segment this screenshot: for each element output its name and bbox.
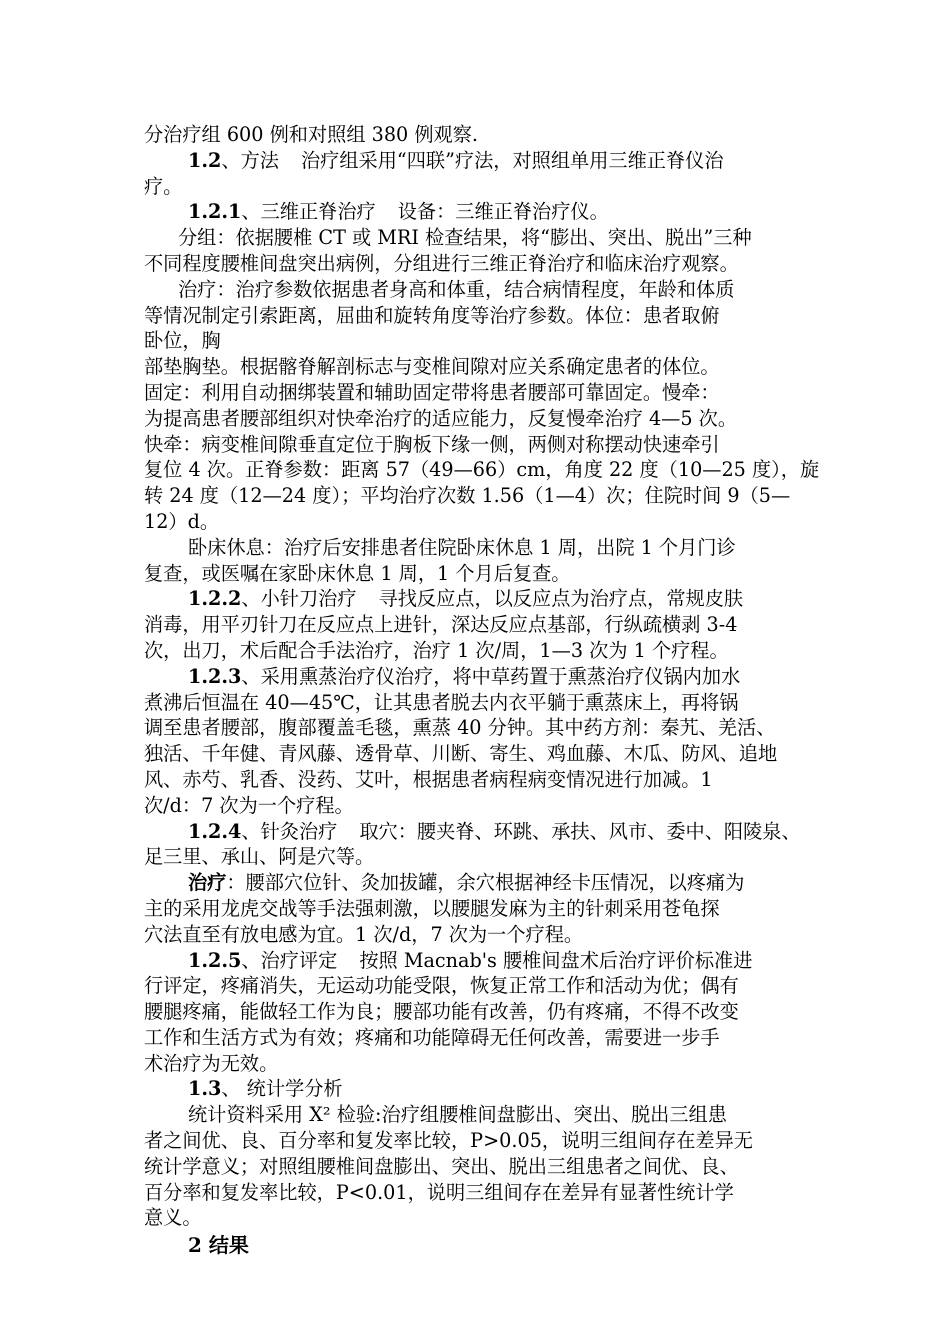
acupuncture-paragraph	[144, 870, 816, 896]
paragraph-line: 消毒，用平刃针刀在反应点上进针，深达反应点基部，行纵疏横剥 3-4	[144, 613, 738, 637]
section-text: 取穴：腰夹脊、环跳、承扶、风市、委中、阳陵泉、	[359, 819, 801, 843]
section-1-2-3-heading	[144, 664, 816, 690]
section-text: 治疗组采用“四联”疗法，对照组单用三维正脊仪治	[300, 148, 724, 172]
section-1-2-4-heading	[144, 819, 816, 845]
intro-line: 分治疗组 600 例和对照组 380 例观察.	[144, 123, 478, 146]
paragraph-line: 风、赤芍、乳香、没药、艾叶，根据患者病程病变情况进行加减。1	[144, 767, 713, 791]
section-1-2-2-heading	[144, 586, 816, 612]
paragraph-line: 工作和生活方式为有效；疼痛和功能障碍无任何改善，需要进一步手	[144, 1025, 720, 1049]
section-title: 、小针刀治疗	[241, 587, 357, 611]
paragraph-line: 独活、千年健、青风藤、透骨草、川断、寄生、鸡血藤、木瓜、防风、追地	[144, 742, 778, 766]
bedrest-paragraph: 卧床休息：治疗后安排患者住院卧床休息 1 周，出院 1 个月门诊	[188, 535, 736, 559]
paragraph-line: 腰腿疼痛，能做轻工作为良；腰部功能有改善，仍有疼痛，不得不改变	[144, 1000, 739, 1024]
section-1-3-heading	[144, 1076, 816, 1102]
paragraph-line: 次，出刀，术后配合手法治疗，治疗 1 次/周，1—3 次为 1 个疗程。	[144, 638, 729, 662]
section-title: 、治疗评定	[241, 948, 338, 972]
section-number: 1.2.5	[188, 948, 242, 972]
paragraph-line: 复查，或医嘱在家卧床休息 1 周，1 个月后复查。	[144, 561, 571, 585]
paragraph-line: 煮沸后恒温在 40—45℃，让其患者脱去内衣平躺于熏蒸床上，再将锅	[144, 690, 739, 714]
paragraph-line: 者之间优、良、百分率和复发率比较，P>0.05，说明三组间存在差异无	[144, 1129, 753, 1153]
section-title: 、针灸治疗	[241, 819, 338, 843]
results-heading: 2 结果	[188, 1233, 249, 1258]
section-1-2-heading	[144, 148, 816, 174]
paragraph-line: 调至患者腰部，腹部覆盖毛毯，熏蒸 40 分钟。其中药方剂：秦艽、羌活、	[144, 716, 776, 740]
paragraph-line: 穴法直至有放电感为宜。1 次/d，7 次为一个疗程。	[144, 922, 584, 946]
grouping-paragraph: 分组：依据腰椎 CT 或 MRI 检查结果，将“膨出、突出、脱出”三种	[178, 226, 752, 250]
section-title: 、方法	[221, 148, 279, 172]
section-text: 按照 Macnab's 腰椎间盘术后治疗评价标准进	[359, 948, 753, 972]
paragraph-line: 卧位，胸	[144, 329, 221, 353]
paragraph-text: ：腰部穴位针、灸加拔罐，余穴根据神经卡压情况，以疼痛为	[226, 871, 745, 895]
section-text: 设备：三维正脊治疗仪。	[397, 200, 609, 224]
paragraph-line: 不同程度腰椎间盘突出病例，分组进行三维正脊治疗和临床治疗观察。	[144, 251, 739, 275]
section-number: 1.2	[188, 148, 222, 172]
paragraph-line: 疗。	[144, 174, 183, 198]
section-number: 1.2.2	[188, 587, 242, 611]
section-number: 1.2.1	[188, 200, 242, 224]
paragraph-line: 意义。	[144, 1206, 202, 1230]
paragraph-line: 部垫胸垫。根据髂脊解剖标志与变椎间隙对应关系确定患者的体位。	[144, 355, 720, 379]
paragraph-line: 足三里、承山、阿是穴等。	[144, 845, 375, 869]
paragraph-line: 12）d。	[144, 509, 220, 533]
paragraph-line: 快牵：病变椎间隙垂直定位于胸板下缘一侧，两侧对称摆动快速牵引	[144, 432, 720, 456]
paragraph-line: 固定：利用自动捆绑装置和辅助固定带将患者腰部可靠固定。慢牵：	[144, 380, 720, 404]
paragraph-line: 主的采用龙虎交战等手法强刺激，以腰腿发麻为主的针刺采用苍龟探	[144, 896, 720, 920]
statistics-paragraph: 统计资料采用 X² 检验:治疗组腰椎间盘膨出、突出、脱出三组患	[188, 1103, 727, 1127]
section-number: 1.2.4	[188, 819, 242, 843]
section-text: 、采用熏蒸治疗仪治疗，将中草药置于熏蒸治疗仪锅内加水	[241, 664, 741, 688]
section-title: 、三维正脊治疗	[241, 200, 376, 224]
paragraph-line: 复位 4 次。正脊参数：距离 57（49—66）cm，角度 22 度（10—25 度），旋	[144, 458, 820, 482]
section-number: 1.2.3	[188, 664, 242, 688]
paragraph-line: 行评定，疼痛消失，无运动功能受限，恢复正常工作和活动为优；偶有	[144, 974, 739, 998]
paragraph-line: 统计学意义；对照组腰椎间盘膨出、突出、脱出三组患者之间优、良、	[144, 1154, 739, 1178]
paragraph-line: 转 24 度（12—24 度）；平均治疗次数 1.56（1—4）次；住院时间 9（5—	[144, 484, 791, 508]
section-number: 1.3	[188, 1077, 222, 1101]
paragraph-line: 为提高患者腰部组织对快牵治疗的适应能力，反复慢牵治疗 4—5 次。	[144, 406, 738, 430]
paragraph-line: 百分率和复发率比较，P<0.01，说明三组间存在差异有显著性统计学	[144, 1180, 734, 1204]
document-page	[144, 122, 820, 1259]
section-1-2-5-heading	[144, 948, 816, 974]
paragraph-line: 次/d：7 次为一个疗程。	[144, 793, 354, 817]
paragraph-line: 术治疗为无效。	[144, 1051, 279, 1075]
treatment-paragraph: 治疗：治疗参数依据患者身高和体重，结合病情程度，年龄和体质	[178, 277, 735, 301]
paragraph-label: 治疗	[188, 871, 227, 895]
section-text: 寻找反应点，以反应点为治疗点，常规皮肤	[378, 587, 744, 611]
paragraph-line: 等情况制定引索距离，屈曲和旋转角度等治疗参数。体位：患者取俯	[144, 303, 720, 327]
section-1-2-1-heading	[144, 199, 816, 225]
section-title: 、 统计学分析	[221, 1077, 343, 1101]
